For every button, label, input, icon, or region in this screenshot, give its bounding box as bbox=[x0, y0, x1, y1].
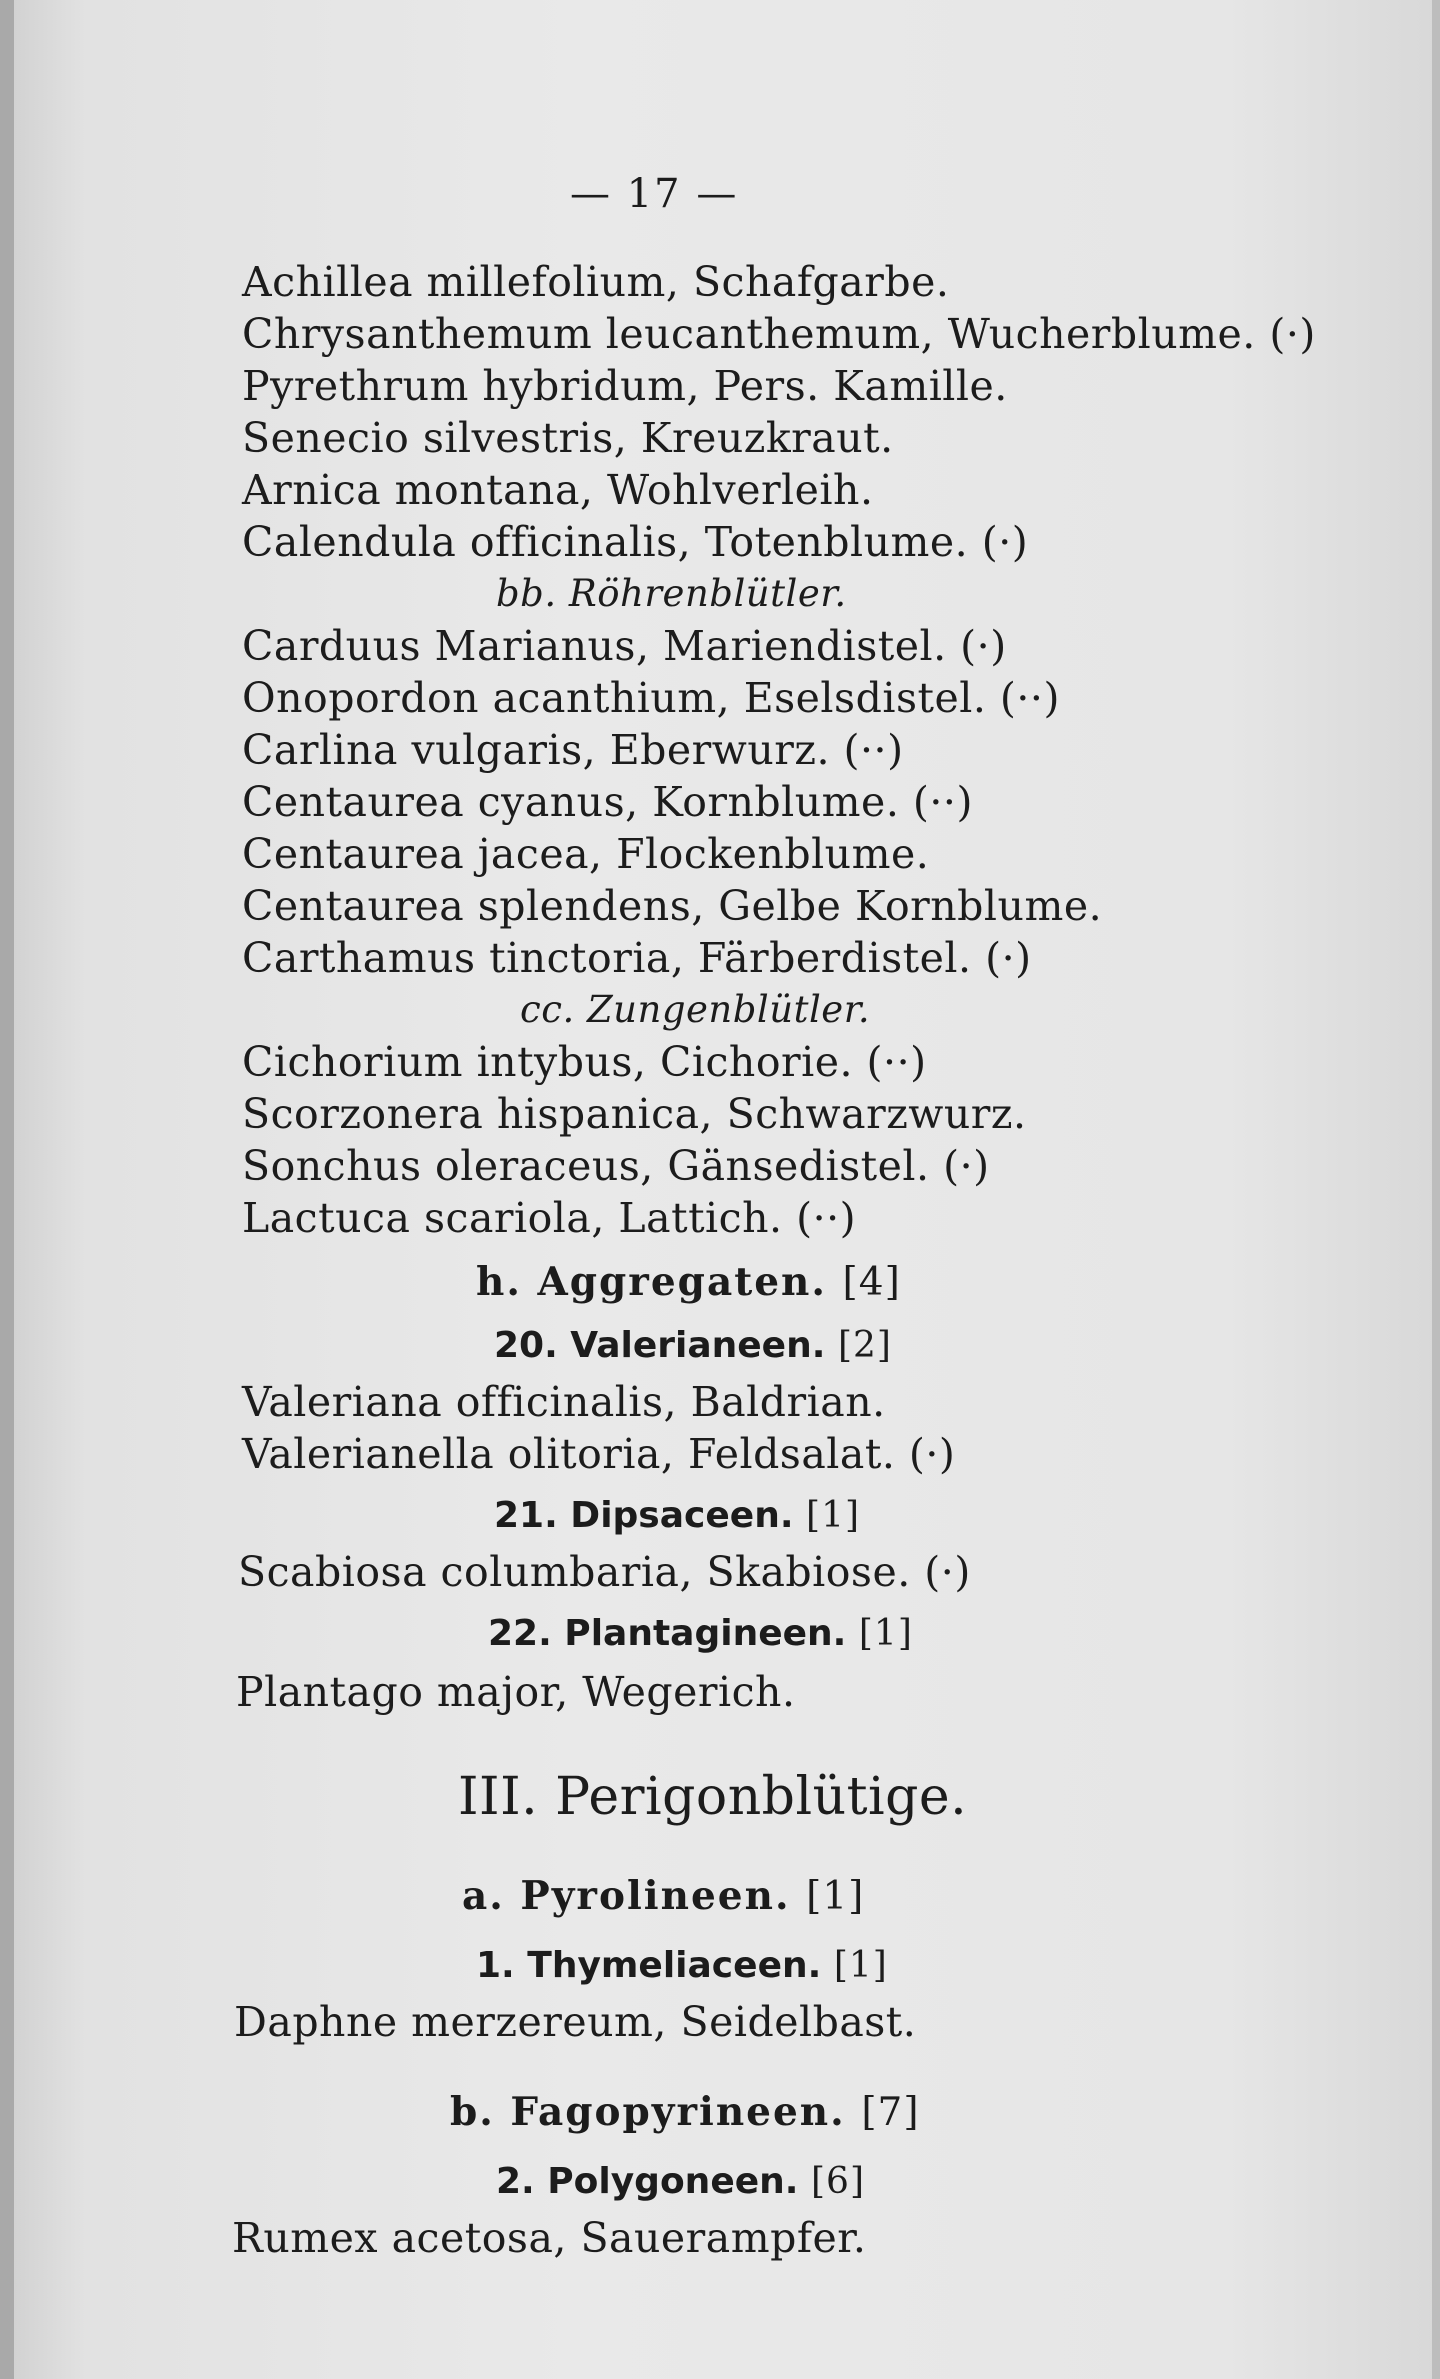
entry-valeriana: Valeriana officinalis, Baldrian. bbox=[242, 1378, 886, 1426]
family-count: [1] bbox=[858, 1613, 913, 1654]
subheading-zungenbluetler: cc. Zungenblütler. bbox=[520, 988, 871, 1031]
entry-scorzonera: Scorzonera hispanica, Schwarzwurz. bbox=[242, 1090, 1027, 1138]
family-name: 21. Dipsaceen. bbox=[494, 1495, 794, 1536]
family-count: [1] bbox=[806, 1495, 861, 1536]
family-count: [6] bbox=[811, 2161, 865, 2202]
group-heading-aggregaten bbox=[476, 1256, 901, 1309]
entry-centaurea-splendens: Centaurea splendens, Gelbe Kornblume. bbox=[242, 882, 1103, 930]
group-count: [4] bbox=[842, 1260, 901, 1305]
family-heading-dipsaceen bbox=[494, 1490, 860, 1542]
entry-achillea: Achillea millefolium, Schafgarbe. bbox=[242, 258, 950, 306]
entry-pyrethrum: Pyrethrum hybridum, Pers. Kamille. bbox=[242, 362, 1008, 410]
section-heading-perigonbluetige: III. Perigonblütige. bbox=[458, 1767, 968, 1827]
family-heading-valerianeen bbox=[494, 1320, 892, 1372]
entry-scabiosa: Scabiosa columbaria, Skabiose. (·) bbox=[238, 1548, 971, 1596]
page-left-edge bbox=[0, 0, 14, 2379]
entry-chrysanthemum: Chrysanthemum leucanthemum, Wucherblume. (·) bbox=[242, 310, 1316, 358]
entry-cichorium: Cichorium intybus, Cichorie. (··) bbox=[242, 1038, 927, 1086]
entry-lactuca: Lactuca scariola, Lattich. (··) bbox=[242, 1194, 857, 1242]
entry-plantago: Plantago major, Wegerich. bbox=[236, 1668, 796, 1716]
entry-valerianella: Valerianella olitoria, Feldsalat. (·) bbox=[242, 1430, 956, 1478]
group-count: [1] bbox=[806, 1874, 865, 1919]
page-number: — 17 — bbox=[570, 171, 739, 217]
entry-senecio: Senecio silvestris, Kreuzkraut. bbox=[242, 414, 894, 462]
entry-carthamus: Carthamus tinctoria, Färberdistel. (·) bbox=[242, 934, 1032, 982]
group-heading-fagopyrineen bbox=[450, 2086, 920, 2139]
entry-sonchus: Sonchus oleraceus, Gänsedistel. (·) bbox=[242, 1142, 990, 1190]
entry-calendula: Calendula officinalis, Totenblume. (·) bbox=[242, 518, 1029, 566]
family-heading-thymeliaceen bbox=[476, 1940, 888, 1992]
family-count: [1] bbox=[833, 1945, 888, 1986]
entry-centaurea-jacea: Centaurea jacea, Flockenblume. bbox=[242, 830, 930, 878]
family-name: 2. Polygoneen. bbox=[496, 2161, 799, 2202]
entry-arnica: Arnica montana, Wohlverleih. bbox=[242, 466, 874, 514]
subheading-roehrenbluetler: bb. Röhrenblütler. bbox=[496, 572, 847, 615]
group-name: a. Pyrolineen. bbox=[462, 1873, 791, 1919]
family-name: 20. Valerianeen. bbox=[494, 1325, 826, 1366]
group-count: [7] bbox=[861, 2090, 920, 2135]
group-name: b. Fagopyrineen. bbox=[450, 2089, 846, 2135]
entry-onopordon: Onopordon acanthium, Eselsdistel. (··) bbox=[242, 674, 1060, 722]
entry-carduus: Carduus Marianus, Mariendistel. (·) bbox=[242, 622, 1007, 670]
family-heading-plantagineen bbox=[488, 1608, 913, 1660]
entry-centaurea-cyanus: Centaurea cyanus, Kornblume. (··) bbox=[242, 778, 973, 826]
entry-carlina: Carlina vulgaris, Eberwurz. (··) bbox=[242, 726, 904, 774]
family-heading-polygoneen bbox=[496, 2156, 865, 2208]
group-heading-pyrolineen bbox=[462, 1870, 864, 1923]
entry-rumex: Rumex acetosa, Sauerampfer. bbox=[232, 2214, 867, 2262]
family-name: 1. Thymeliaceen. bbox=[476, 1945, 822, 1986]
entry-daphne: Daphne merzereum, Seidelbast. bbox=[234, 1998, 917, 2046]
page-right-edge bbox=[1432, 0, 1440, 2379]
group-name: h. Aggregaten. bbox=[476, 1259, 827, 1305]
family-name: 22. Plantagineen. bbox=[488, 1613, 847, 1654]
family-count: [2] bbox=[837, 1325, 892, 1366]
